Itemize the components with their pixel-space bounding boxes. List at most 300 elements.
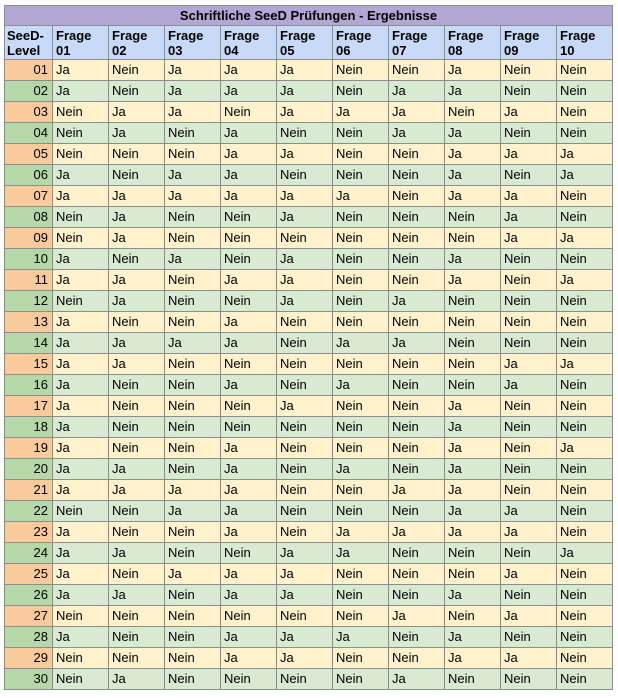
- question-column-header[interactable]: [165, 26, 221, 60]
- answer-cell[interactable]: Ja: [165, 333, 221, 354]
- answer-cell[interactable]: Nein: [109, 81, 165, 102]
- answer-cell[interactable]: Ja: [165, 81, 221, 102]
- answer-cell[interactable]: Nein: [109, 606, 165, 627]
- answer-cell[interactable]: Nein: [333, 165, 389, 186]
- answer-cell[interactable]: Nein: [109, 522, 165, 543]
- answer-cell[interactable]: Nein: [557, 606, 613, 627]
- answer-cell[interactable]: Nein: [277, 522, 333, 543]
- answer-cell[interactable]: Ja: [221, 60, 277, 81]
- answer-cell[interactable]: Ja: [501, 648, 557, 669]
- level-cell[interactable]: 26: [5, 585, 53, 606]
- answer-cell[interactable]: Ja: [221, 438, 277, 459]
- answer-cell[interactable]: Nein: [445, 543, 501, 564]
- answer-cell[interactable]: Nein: [557, 522, 613, 543]
- answer-cell[interactable]: Nein: [557, 333, 613, 354]
- answer-cell[interactable]: Nein: [165, 543, 221, 564]
- answer-cell[interactable]: Ja: [53, 480, 109, 501]
- answer-cell[interactable]: Nein: [333, 669, 389, 690]
- answer-cell[interactable]: Ja: [109, 585, 165, 606]
- answer-cell[interactable]: Ja: [445, 270, 501, 291]
- answer-cell[interactable]: Nein: [557, 207, 613, 228]
- answer-cell[interactable]: Ja: [109, 354, 165, 375]
- answer-cell[interactable]: Nein: [109, 501, 165, 522]
- answer-cell[interactable]: Nein: [389, 501, 445, 522]
- answer-cell[interactable]: Ja: [277, 186, 333, 207]
- answer-cell[interactable]: Nein: [501, 249, 557, 270]
- answer-cell[interactable]: Ja: [221, 375, 277, 396]
- answer-cell[interactable]: Ja: [221, 648, 277, 669]
- answer-cell[interactable]: Ja: [389, 669, 445, 690]
- question-column-header[interactable]: [221, 26, 277, 60]
- answer-cell[interactable]: Nein: [501, 417, 557, 438]
- answer-cell[interactable]: Ja: [53, 249, 109, 270]
- answer-cell[interactable]: Ja: [557, 144, 613, 165]
- answer-cell[interactable]: Nein: [389, 396, 445, 417]
- answer-cell[interactable]: Nein: [557, 291, 613, 312]
- answer-cell[interactable]: Ja: [277, 207, 333, 228]
- answer-cell[interactable]: Nein: [109, 564, 165, 585]
- answer-cell[interactable]: Ja: [389, 102, 445, 123]
- answer-cell[interactable]: Nein: [165, 291, 221, 312]
- answer-cell[interactable]: Ja: [221, 627, 277, 648]
- answer-cell[interactable]: Ja: [277, 102, 333, 123]
- answer-cell[interactable]: Ja: [53, 417, 109, 438]
- answer-cell[interactable]: Ja: [501, 522, 557, 543]
- answer-cell[interactable]: Nein: [501, 669, 557, 690]
- answer-cell[interactable]: Nein: [501, 627, 557, 648]
- answer-cell[interactable]: Nein: [557, 81, 613, 102]
- answer-cell[interactable]: Ja: [165, 480, 221, 501]
- level-cell[interactable]: 25: [5, 564, 53, 585]
- answer-cell[interactable]: Nein: [389, 564, 445, 585]
- level-cell[interactable]: 15: [5, 354, 53, 375]
- answer-cell[interactable]: Nein: [277, 480, 333, 501]
- answer-cell[interactable]: Nein: [277, 438, 333, 459]
- answer-cell[interactable]: Nein: [109, 165, 165, 186]
- level-column-header[interactable]: [5, 26, 53, 60]
- answer-cell[interactable]: Nein: [221, 291, 277, 312]
- answer-cell[interactable]: Nein: [333, 123, 389, 144]
- answer-cell[interactable]: Ja: [53, 564, 109, 585]
- level-cell[interactable]: 07: [5, 186, 53, 207]
- answer-cell[interactable]: Ja: [389, 123, 445, 144]
- answer-cell[interactable]: Ja: [53, 81, 109, 102]
- answer-cell[interactable]: Nein: [445, 375, 501, 396]
- answer-cell[interactable]: Ja: [557, 354, 613, 375]
- answer-cell[interactable]: Ja: [277, 291, 333, 312]
- answer-cell[interactable]: Nein: [109, 375, 165, 396]
- answer-cell[interactable]: Ja: [389, 606, 445, 627]
- answer-cell[interactable]: Ja: [333, 627, 389, 648]
- answer-cell[interactable]: Nein: [333, 291, 389, 312]
- answer-cell[interactable]: Nein: [109, 144, 165, 165]
- answer-cell[interactable]: Ja: [221, 564, 277, 585]
- answer-cell[interactable]: Ja: [165, 501, 221, 522]
- answer-cell[interactable]: Ja: [53, 60, 109, 81]
- answer-cell[interactable]: Ja: [445, 438, 501, 459]
- answer-cell[interactable]: Ja: [109, 270, 165, 291]
- answer-cell[interactable]: Nein: [501, 270, 557, 291]
- answer-cell[interactable]: Nein: [445, 312, 501, 333]
- level-cell[interactable]: 06: [5, 165, 53, 186]
- answer-cell[interactable]: Nein: [53, 207, 109, 228]
- answer-cell[interactable]: Ja: [501, 228, 557, 249]
- answer-cell[interactable]: Nein: [557, 249, 613, 270]
- answer-cell[interactable]: Nein: [389, 249, 445, 270]
- answer-cell[interactable]: Ja: [221, 165, 277, 186]
- answer-cell[interactable]: Ja: [333, 522, 389, 543]
- level-cell[interactable]: 10: [5, 249, 53, 270]
- answer-cell[interactable]: Nein: [109, 396, 165, 417]
- level-cell[interactable]: 05: [5, 144, 53, 165]
- answer-cell[interactable]: Nein: [333, 144, 389, 165]
- answer-cell[interactable]: Nein: [333, 606, 389, 627]
- answer-cell[interactable]: Ja: [221, 585, 277, 606]
- answer-cell[interactable]: Nein: [445, 606, 501, 627]
- answer-cell[interactable]: Ja: [389, 333, 445, 354]
- answer-cell[interactable]: Nein: [501, 480, 557, 501]
- answer-cell[interactable]: Nein: [445, 228, 501, 249]
- answer-cell[interactable]: Ja: [333, 543, 389, 564]
- answer-cell[interactable]: Ja: [109, 669, 165, 690]
- answer-cell[interactable]: Nein: [53, 669, 109, 690]
- answer-cell[interactable]: Nein: [389, 312, 445, 333]
- answer-cell[interactable]: Nein: [53, 144, 109, 165]
- level-cell[interactable]: 18: [5, 417, 53, 438]
- answer-cell[interactable]: Nein: [389, 354, 445, 375]
- answer-cell[interactable]: Nein: [389, 585, 445, 606]
- answer-cell[interactable]: Ja: [445, 186, 501, 207]
- answer-cell[interactable]: Nein: [557, 102, 613, 123]
- answer-cell[interactable]: Ja: [109, 186, 165, 207]
- answer-cell[interactable]: Ja: [53, 459, 109, 480]
- answer-cell[interactable]: Nein: [445, 207, 501, 228]
- answer-cell[interactable]: Ja: [445, 396, 501, 417]
- answer-cell[interactable]: Nein: [389, 228, 445, 249]
- answer-cell[interactable]: Ja: [277, 564, 333, 585]
- answer-cell[interactable]: Ja: [221, 459, 277, 480]
- answer-cell[interactable]: Nein: [557, 186, 613, 207]
- answer-cell[interactable]: Nein: [557, 564, 613, 585]
- answer-cell[interactable]: Ja: [333, 102, 389, 123]
- answer-cell[interactable]: Nein: [389, 186, 445, 207]
- answer-cell[interactable]: Nein: [389, 60, 445, 81]
- answer-cell[interactable]: Ja: [501, 186, 557, 207]
- answer-cell[interactable]: Nein: [557, 459, 613, 480]
- answer-cell[interactable]: Nein: [165, 228, 221, 249]
- level-cell[interactable]: 16: [5, 375, 53, 396]
- answer-cell[interactable]: Nein: [53, 291, 109, 312]
- answer-cell[interactable]: Nein: [501, 459, 557, 480]
- answer-cell[interactable]: Nein: [53, 501, 109, 522]
- answer-cell[interactable]: Ja: [501, 375, 557, 396]
- level-cell[interactable]: 14: [5, 333, 53, 354]
- answer-cell[interactable]: Nein: [165, 354, 221, 375]
- answer-cell[interactable]: Nein: [333, 312, 389, 333]
- answer-cell[interactable]: Ja: [389, 291, 445, 312]
- answer-cell[interactable]: Ja: [501, 564, 557, 585]
- answer-cell[interactable]: Ja: [165, 186, 221, 207]
- answer-cell[interactable]: Ja: [53, 312, 109, 333]
- answer-cell[interactable]: Ja: [109, 459, 165, 480]
- answer-cell[interactable]: Ja: [277, 585, 333, 606]
- answer-cell[interactable]: Nein: [557, 648, 613, 669]
- answer-cell[interactable]: Ja: [445, 144, 501, 165]
- answer-cell[interactable]: Nein: [53, 606, 109, 627]
- answer-cell[interactable]: Nein: [333, 207, 389, 228]
- answer-cell[interactable]: Nein: [165, 585, 221, 606]
- answer-cell[interactable]: Nein: [165, 417, 221, 438]
- level-cell[interactable]: 27: [5, 606, 53, 627]
- answer-cell[interactable]: Ja: [501, 354, 557, 375]
- level-cell[interactable]: 03: [5, 102, 53, 123]
- answer-cell[interactable]: Nein: [501, 60, 557, 81]
- answer-cell[interactable]: Nein: [277, 228, 333, 249]
- level-cell[interactable]: 29: [5, 648, 53, 669]
- answer-cell[interactable]: Ja: [221, 123, 277, 144]
- level-cell[interactable]: 23: [5, 522, 53, 543]
- answer-cell[interactable]: Nein: [221, 669, 277, 690]
- answer-cell[interactable]: Nein: [165, 207, 221, 228]
- answer-cell[interactable]: Ja: [277, 144, 333, 165]
- answer-cell[interactable]: Ja: [333, 333, 389, 354]
- answer-cell[interactable]: Nein: [277, 123, 333, 144]
- level-cell[interactable]: 13: [5, 312, 53, 333]
- sheet-title[interactable]: Schriftliche SeeD Prüfungen - Ergebnisse: [5, 6, 613, 26]
- answer-cell[interactable]: Nein: [109, 438, 165, 459]
- answer-cell[interactable]: Ja: [53, 396, 109, 417]
- answer-cell[interactable]: Nein: [333, 249, 389, 270]
- answer-cell[interactable]: Nein: [389, 648, 445, 669]
- answer-cell[interactable]: Ja: [53, 333, 109, 354]
- answer-cell[interactable]: Nein: [221, 543, 277, 564]
- answer-cell[interactable]: Nein: [165, 669, 221, 690]
- answer-cell[interactable]: Nein: [109, 312, 165, 333]
- answer-cell[interactable]: Nein: [501, 333, 557, 354]
- answer-cell[interactable]: Nein: [109, 417, 165, 438]
- answer-cell[interactable]: Nein: [333, 585, 389, 606]
- answer-cell[interactable]: Nein: [557, 627, 613, 648]
- answer-cell[interactable]: Nein: [445, 564, 501, 585]
- level-cell[interactable]: 24: [5, 543, 53, 564]
- answer-cell[interactable]: Ja: [221, 312, 277, 333]
- answer-cell[interactable]: Nein: [221, 606, 277, 627]
- answer-cell[interactable]: Nein: [501, 396, 557, 417]
- answer-cell[interactable]: Ja: [53, 438, 109, 459]
- answer-cell[interactable]: Ja: [277, 270, 333, 291]
- answer-cell[interactable]: Nein: [53, 123, 109, 144]
- answer-cell[interactable]: Nein: [445, 669, 501, 690]
- answer-cell[interactable]: Ja: [53, 186, 109, 207]
- answer-cell[interactable]: Nein: [389, 375, 445, 396]
- level-cell[interactable]: 08: [5, 207, 53, 228]
- answer-cell[interactable]: Ja: [221, 480, 277, 501]
- answer-cell[interactable]: Ja: [53, 543, 109, 564]
- answer-cell[interactable]: Ja: [109, 102, 165, 123]
- answer-cell[interactable]: Nein: [445, 333, 501, 354]
- answer-cell[interactable]: Ja: [221, 186, 277, 207]
- answer-cell[interactable]: Ja: [277, 396, 333, 417]
- answer-cell[interactable]: Nein: [53, 648, 109, 669]
- answer-cell[interactable]: Ja: [53, 627, 109, 648]
- answer-cell[interactable]: Ja: [109, 207, 165, 228]
- answer-cell[interactable]: Nein: [277, 669, 333, 690]
- question-column-header[interactable]: [389, 26, 445, 60]
- answer-cell[interactable]: Ja: [165, 165, 221, 186]
- level-cell[interactable]: 11: [5, 270, 53, 291]
- answer-cell[interactable]: Nein: [165, 627, 221, 648]
- answer-cell[interactable]: Nein: [165, 522, 221, 543]
- answer-cell[interactable]: Nein: [389, 417, 445, 438]
- answer-cell[interactable]: Ja: [277, 627, 333, 648]
- answer-cell[interactable]: Nein: [333, 228, 389, 249]
- answer-cell[interactable]: Nein: [165, 459, 221, 480]
- answer-cell[interactable]: Ja: [557, 165, 613, 186]
- answer-cell[interactable]: Nein: [165, 312, 221, 333]
- answer-cell[interactable]: Ja: [445, 249, 501, 270]
- answer-cell[interactable]: Nein: [333, 480, 389, 501]
- answer-cell[interactable]: Nein: [277, 165, 333, 186]
- answer-cell[interactable]: Ja: [53, 522, 109, 543]
- answer-cell[interactable]: Nein: [165, 606, 221, 627]
- question-column-header[interactable]: [501, 26, 557, 60]
- answer-cell[interactable]: Ja: [109, 291, 165, 312]
- answer-cell[interactable]: Nein: [557, 417, 613, 438]
- answer-cell[interactable]: Nein: [557, 60, 613, 81]
- level-cell[interactable]: 28: [5, 627, 53, 648]
- answer-cell[interactable]: Nein: [109, 60, 165, 81]
- answer-cell[interactable]: Ja: [221, 501, 277, 522]
- level-cell[interactable]: 19: [5, 438, 53, 459]
- answer-cell[interactable]: Ja: [557, 438, 613, 459]
- answer-cell[interactable]: Nein: [333, 354, 389, 375]
- level-cell[interactable]: 22: [5, 501, 53, 522]
- answer-cell[interactable]: Nein: [445, 291, 501, 312]
- level-cell[interactable]: 01: [5, 60, 53, 81]
- answer-cell[interactable]: Nein: [501, 81, 557, 102]
- answer-cell[interactable]: Nein: [501, 165, 557, 186]
- answer-cell[interactable]: Nein: [501, 585, 557, 606]
- answer-cell[interactable]: Nein: [109, 648, 165, 669]
- answer-cell[interactable]: Nein: [333, 564, 389, 585]
- answer-cell[interactable]: Nein: [501, 438, 557, 459]
- answer-cell[interactable]: Ja: [445, 60, 501, 81]
- level-cell[interactable]: 17: [5, 396, 53, 417]
- answer-cell[interactable]: Nein: [445, 102, 501, 123]
- answer-cell[interactable]: Nein: [277, 417, 333, 438]
- answer-cell[interactable]: Nein: [221, 354, 277, 375]
- answer-cell[interactable]: Ja: [557, 543, 613, 564]
- answer-cell[interactable]: Nein: [333, 270, 389, 291]
- answer-cell[interactable]: Ja: [445, 648, 501, 669]
- answer-cell[interactable]: Ja: [445, 480, 501, 501]
- answer-cell[interactable]: Nein: [165, 375, 221, 396]
- answer-cell[interactable]: Nein: [389, 270, 445, 291]
- level-cell[interactable]: 20: [5, 459, 53, 480]
- answer-cell[interactable]: Ja: [389, 480, 445, 501]
- answer-cell[interactable]: Nein: [277, 333, 333, 354]
- answer-cell[interactable]: Ja: [53, 585, 109, 606]
- answer-cell[interactable]: Nein: [165, 396, 221, 417]
- answer-cell[interactable]: Nein: [389, 144, 445, 165]
- question-column-header[interactable]: [109, 26, 165, 60]
- answer-cell[interactable]: Nein: [557, 585, 613, 606]
- answer-cell[interactable]: Nein: [557, 396, 613, 417]
- answer-cell[interactable]: Ja: [501, 102, 557, 123]
- answer-cell[interactable]: Nein: [389, 165, 445, 186]
- answer-cell[interactable]: Nein: [221, 207, 277, 228]
- answer-cell[interactable]: Nein: [277, 459, 333, 480]
- level-cell[interactable]: 12: [5, 291, 53, 312]
- level-cell[interactable]: 02: [5, 81, 53, 102]
- answer-cell[interactable]: Ja: [165, 102, 221, 123]
- answer-cell[interactable]: Ja: [501, 501, 557, 522]
- answer-cell[interactable]: Nein: [501, 123, 557, 144]
- answer-cell[interactable]: Ja: [445, 417, 501, 438]
- answer-cell[interactable]: Ja: [333, 375, 389, 396]
- answer-cell[interactable]: Ja: [277, 60, 333, 81]
- answer-cell[interactable]: Ja: [501, 144, 557, 165]
- answer-cell[interactable]: Nein: [277, 312, 333, 333]
- answer-cell[interactable]: Nein: [501, 543, 557, 564]
- answer-cell[interactable]: Ja: [221, 333, 277, 354]
- answer-cell[interactable]: Ja: [445, 627, 501, 648]
- answer-cell[interactable]: Nein: [221, 102, 277, 123]
- answer-cell[interactable]: Nein: [333, 648, 389, 669]
- answer-cell[interactable]: Ja: [165, 249, 221, 270]
- answer-cell[interactable]: Nein: [165, 648, 221, 669]
- answer-cell[interactable]: Ja: [277, 543, 333, 564]
- question-column-header[interactable]: [445, 26, 501, 60]
- answer-cell[interactable]: Nein: [333, 81, 389, 102]
- answer-cell[interactable]: Ja: [277, 249, 333, 270]
- answer-cell[interactable]: Ja: [501, 606, 557, 627]
- answer-cell[interactable]: Ja: [53, 375, 109, 396]
- answer-cell[interactable]: Nein: [389, 627, 445, 648]
- question-column-header[interactable]: [53, 26, 109, 60]
- answer-cell[interactable]: Nein: [501, 291, 557, 312]
- answer-cell[interactable]: Nein: [333, 438, 389, 459]
- answer-cell[interactable]: Nein: [557, 480, 613, 501]
- answer-cell[interactable]: Nein: [389, 459, 445, 480]
- answer-cell[interactable]: Ja: [221, 270, 277, 291]
- answer-cell[interactable]: Nein: [277, 354, 333, 375]
- level-cell[interactable]: 04: [5, 123, 53, 144]
- answer-cell[interactable]: Ja: [445, 123, 501, 144]
- question-column-header[interactable]: [557, 26, 613, 60]
- answer-cell[interactable]: Nein: [445, 354, 501, 375]
- answer-cell[interactable]: Ja: [221, 81, 277, 102]
- answer-cell[interactable]: Ja: [445, 522, 501, 543]
- answer-cell[interactable]: Ja: [445, 585, 501, 606]
- answer-cell[interactable]: Nein: [109, 627, 165, 648]
- answer-cell[interactable]: Ja: [445, 459, 501, 480]
- answer-cell[interactable]: Ja: [53, 270, 109, 291]
- answer-cell[interactable]: Ja: [109, 333, 165, 354]
- answer-cell[interactable]: Nein: [165, 123, 221, 144]
- answer-cell[interactable]: Nein: [53, 228, 109, 249]
- answer-cell[interactable]: Ja: [277, 648, 333, 669]
- answer-cell[interactable]: Ja: [221, 522, 277, 543]
- answer-cell[interactable]: Nein: [165, 144, 221, 165]
- answer-cell[interactable]: Ja: [557, 270, 613, 291]
- answer-cell[interactable]: Ja: [557, 228, 613, 249]
- answer-cell[interactable]: Nein: [389, 438, 445, 459]
- answer-cell[interactable]: Ja: [109, 123, 165, 144]
- answer-cell[interactable]: Nein: [389, 207, 445, 228]
- answer-cell[interactable]: Nein: [501, 312, 557, 333]
- answer-cell[interactable]: Nein: [557, 501, 613, 522]
